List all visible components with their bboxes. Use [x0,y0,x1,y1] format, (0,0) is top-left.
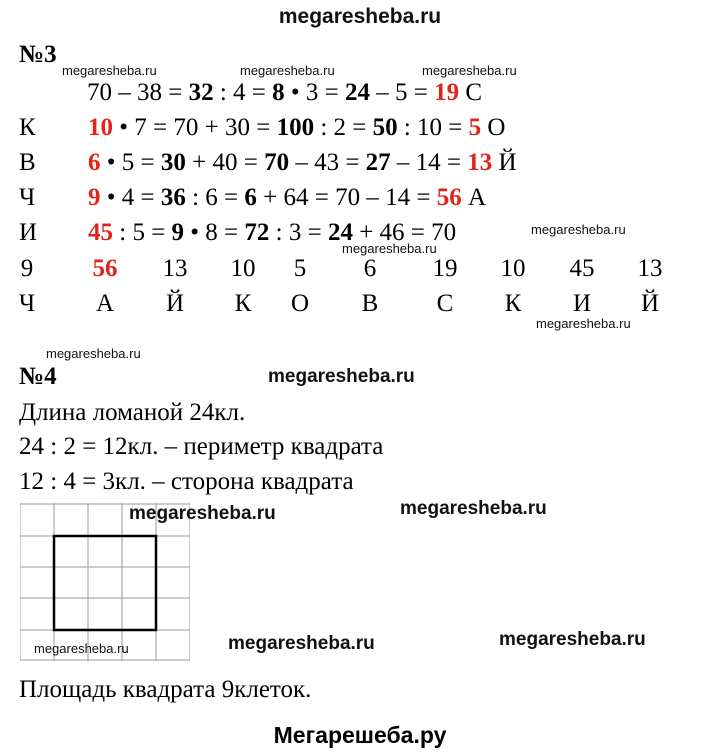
expression-text: : 4 = [213,79,273,106]
answer-value: 19 [434,79,460,106]
intermediate-value: 70 [264,149,290,176]
expression-text: • 4 = [100,184,161,211]
task4-line-3: 12 : 4 = 3кл. – сторона квадрата [19,468,354,495]
intermediate-value: 9 [171,219,185,246]
answer-value: 6 [88,149,101,176]
task4-heading: №4 [19,363,57,390]
answer-letter: И [572,290,592,317]
site-header: megaresheba.ru [278,5,442,28]
expression-text: + 40 = [185,149,265,176]
watermark: megaresheba.ru [268,366,415,387]
watermark: megaresheba.ru [62,63,157,78]
equation-chain [88,113,505,143]
answer-value: 13 [467,149,493,176]
expression-text: : 2 = [314,114,373,141]
answer-number: 56 [92,255,118,282]
watermark: megaresheba.ru [129,503,276,524]
expression-text: С [459,79,483,106]
chain-letter: Ч [19,184,36,211]
answer-value: 9 [88,184,101,211]
intermediate-value: 6 [244,184,257,211]
site-footer: Мегарешеба.ру [273,722,447,748]
expression-text: • 8 = [184,219,245,246]
expression-text: : 3 = [269,219,328,246]
answer-value: 56 [436,184,462,211]
drawn-square [54,536,156,630]
intermediate-value: 100 [276,114,315,141]
task3-heading: №3 [19,41,57,68]
watermark: megaresheba.ru [536,316,631,331]
answer-number: 6 [363,255,377,282]
answer-letter: С [436,290,454,317]
answer-letter: А [95,290,115,317]
task4-conclusion: Площадь квадрата 9клеток. [19,676,312,703]
watermark: megaresheba.ru [499,629,646,650]
answer-value: 10 [88,114,113,141]
grid-lines [20,503,190,661]
expression-text: : 6 = [185,184,245,211]
answer-letter: К [504,290,522,317]
expression-text: О [481,114,506,141]
watermark: megaresheba.ru [240,63,335,78]
watermark: megaresheba.ru [34,641,129,656]
intermediate-value: 30 [160,149,186,176]
answer-number: 10 [230,255,256,282]
watermark: megaresheba.ru [46,346,141,361]
expression-text: – 14 = [390,149,468,176]
answer-number: 9 [20,255,34,282]
equation-chain [88,148,517,178]
intermediate-value: 27 [365,149,391,176]
answer-number: 5 [293,255,307,282]
answer-number: 45 [569,255,595,282]
intermediate-value: 24 [327,219,353,246]
watermark: megaresheba.ru [400,498,547,519]
expression-text: – 43 = [289,149,366,176]
answer-letter: Й [165,290,185,317]
expression-text: + 46 = 70 [352,219,457,246]
expression-text: Й [492,149,517,176]
intermediate-value: 32 [188,79,214,106]
task4-line-2: 24 : 2 = 12кл. – периметр квадрата [19,433,384,460]
intermediate-value: 8 [272,79,285,106]
expression-text: 70 – 38 = [87,79,189,106]
answer-number: 19 [432,255,458,282]
answer-letter: В [361,290,379,317]
expression-text: • 5 = [100,149,161,176]
expression-text: • 7 = 70 + 30 = [113,114,277,141]
expression-text: + 64 = 70 – 14 = [256,184,437,211]
intermediate-value: 50 [372,114,398,141]
equation-chain [87,78,482,108]
answer-number: 13 [637,255,663,282]
expression-text: : 10 = [397,114,469,141]
chain-letter: И [19,219,38,246]
watermark: megaresheba.ru [422,63,517,78]
answer-number: 10 [500,255,526,282]
watermark: megaresheba.ru [228,633,375,654]
answer-letter: К [234,290,252,317]
watermark: megaresheba.ru [531,222,626,237]
intermediate-value: 36 [160,184,186,211]
intermediate-value: 72 [244,219,270,246]
intermediate-value: 24 [345,79,371,106]
expression-text: – 5 = [370,79,435,106]
chain-letter: В [19,149,36,176]
equation-chain [88,183,486,213]
answer-letter: Ч [18,290,36,317]
answer-value: 5 [468,114,482,141]
task4-line-1: Длина ломаной 24кл. [19,399,246,426]
expression-text: : 5 = [113,219,172,246]
answer-letter: Й [640,290,660,317]
answer-value: 45 [88,219,113,246]
expression-text: А [461,184,487,211]
answer-number: 13 [162,255,188,282]
watermark: megaresheba.ru [342,241,437,256]
square-grid-figure [20,503,190,661]
answer-letter: О [290,290,310,317]
expression-text: • 3 = [284,79,346,106]
chain-letter: К [19,114,36,141]
